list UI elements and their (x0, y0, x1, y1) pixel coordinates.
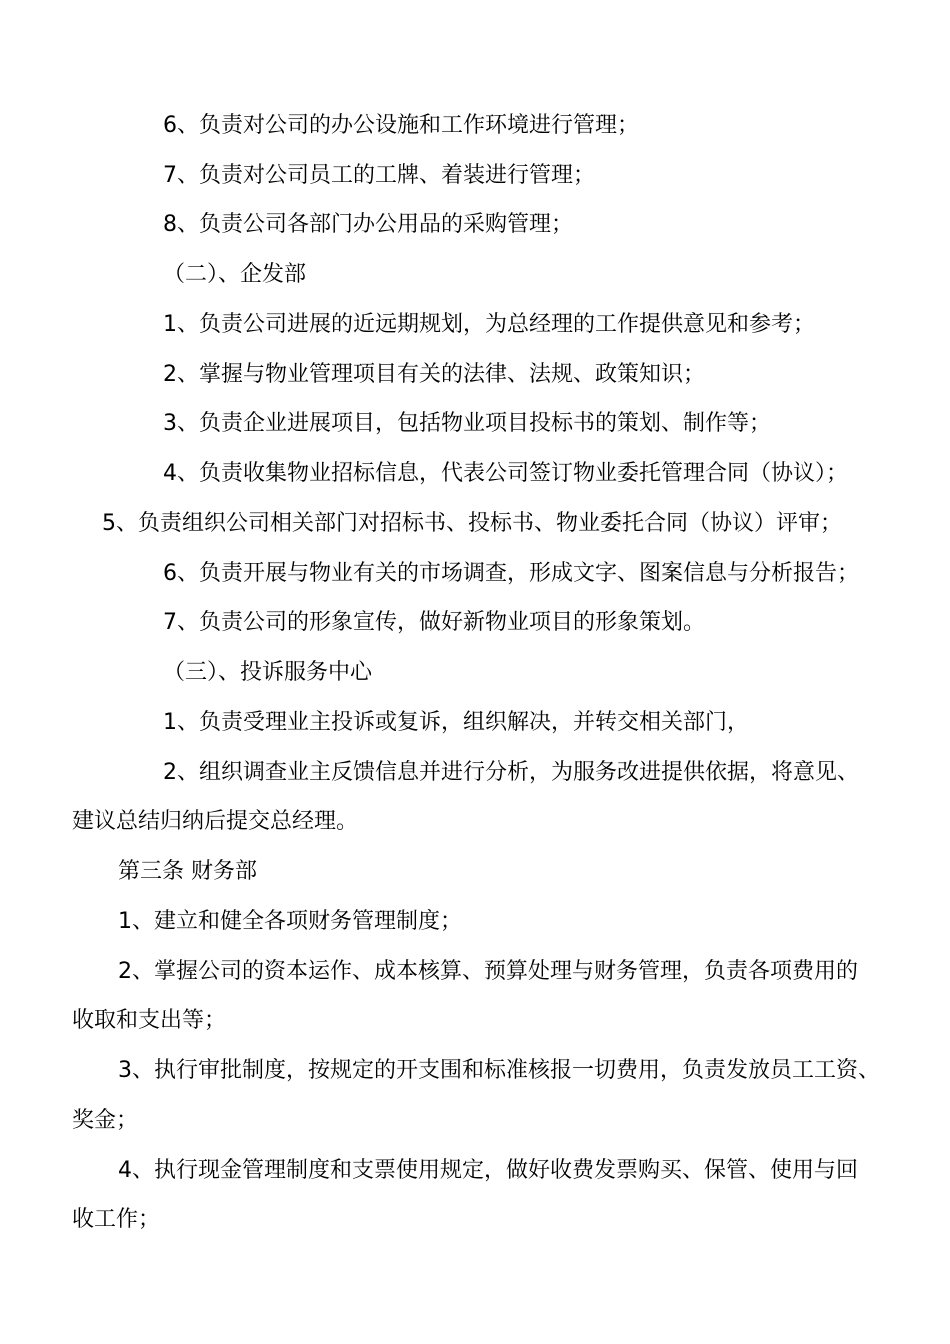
text-line: 3、执行审批制度，按规定的开支围和标准核报一切费用，负责发放员工工资、 (118, 1058, 880, 1083)
text-line: 2、掌握公司的资本运作、成本核算、预算处理与财务管理，负责各项费用的 (118, 959, 858, 984)
article-heading: 第三条 财务部 (118, 859, 257, 884)
text-line: 2、掌握与物业管理项目有关的法律、法规、政策知识； (163, 362, 705, 387)
text-line: 6、负责开展与物业有关的市场调查，形成文字、图案信息与分析报告； (163, 561, 859, 586)
text-line: 4、执行现金管理制度和支票使用规定，做好收费发票购买、保管、使用与回 (118, 1158, 858, 1183)
text-line: 建议总结归纳后提交总经理。 (72, 809, 359, 834)
text-line: 1、负责公司进展的近远期规划，为总经理的工作提供意见和参考； (163, 312, 815, 337)
text-line: 2、组织调查业主反馈信息并进行分析，为服务改进提供依据，将意见、 (163, 760, 859, 785)
section-heading: （三）、投诉服务中心 (163, 660, 373, 685)
text-line: 8、负责公司各部门办公用品的采购管理； (163, 212, 573, 237)
text-line: 收工作； (72, 1207, 161, 1232)
text-line: 6、负责对公司的办公设施和工作环境进行管理； (163, 113, 639, 138)
text-line: 5、负责组织公司相关部门对招标书、投标书、物业委托合同（协议）评审； (102, 511, 842, 536)
text-line: 4、负责收集物业招标信息，代表公司签订物业委托管理合同（协议）； (163, 461, 848, 486)
text-line: 奖金； (72, 1108, 139, 1133)
section-heading: （二）、企发部 (163, 262, 307, 287)
text-line: 7、负责公司的形象宣传，做好新物业项目的形象策划。 (163, 610, 705, 635)
text-line: 7、负责对公司员工的工牌、着装进行管理； (163, 163, 595, 188)
text-line: 收取和支出等； (72, 1008, 227, 1033)
text-line: 1、负责受理业主投诉或复诉，组织解决，并转交相关部门， (163, 710, 749, 735)
text-line: 3、负责企业进展项目，包括物业项目投标书的策划、制作等； (163, 411, 771, 436)
text-line: 1、建立和健全各项财务管理制度； (118, 909, 462, 934)
